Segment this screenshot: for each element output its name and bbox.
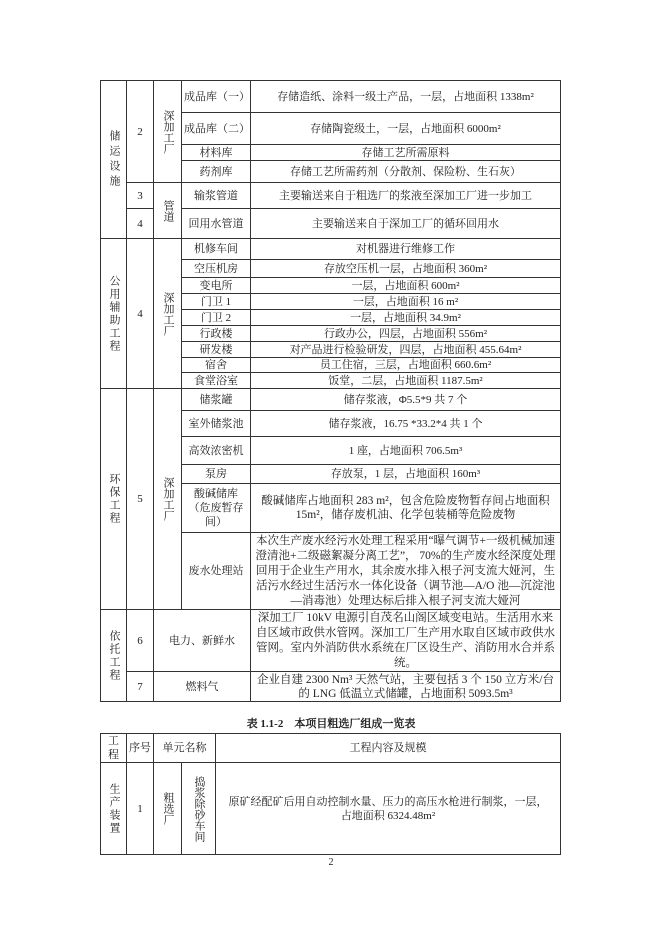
content-cell: 行政办公，四层，占地面积 556m² xyxy=(251,326,561,342)
table-row xyxy=(101,183,561,209)
seq-cell: 4 xyxy=(127,209,154,239)
content-cell: 员工住宿，三层，占地面积 660.6m² xyxy=(251,358,561,373)
unit-cell: 捣浆除砂车间 xyxy=(182,763,216,855)
unit-cell: 燃料气 xyxy=(154,672,251,702)
unit-cell: 成品库（二） xyxy=(182,113,251,145)
plant-cell: 深加工厂 xyxy=(154,81,182,183)
unit-cell: 空压机房 xyxy=(182,260,251,278)
content-cell: 本次生产废水经污水处理工程采用“曝气调节+一级机械加速澄清池+二级磁絮凝分离工艺”， 70%的生产废水经深度处理回用于企业生产用水，其余废水排入根子河支流大娅河，生活污水经过生活污水一体化设备（调节池—A/O 池—沉淀池—消毒池）处理达标后排入根子河支流大娅河 xyxy=(251,533,561,610)
content-cell: 储存浆液，16.75 *33.2*4 共 1 个 xyxy=(251,411,561,437)
unit-cell: 泵房 xyxy=(182,465,251,484)
content-cell: 1 座，占地面积 706.5m³ xyxy=(251,437,561,465)
seq-cell: 5 xyxy=(127,389,154,610)
unit-cell: 宿舍 xyxy=(182,358,251,373)
table-row xyxy=(101,239,561,260)
content-cell: 一层，占地面积 34.9m² xyxy=(251,310,561,326)
content-cell: 存放空压机一层，占地面积 360m² xyxy=(251,260,561,278)
content-cell: 对产品进行检验研发，四层，占地面积 455.64m² xyxy=(251,342,561,358)
unit-cell: 酸碱储库（危废暂存间） xyxy=(182,484,251,533)
content-cell: 原矿经配矿后用自动控制水量、压力的高压水枪进行制浆，一层，占地面积 6324.48m² xyxy=(216,763,561,855)
category-cell: 生产装置 xyxy=(101,763,127,855)
seq-cell: 2 xyxy=(127,81,154,183)
seq-cell: 7 xyxy=(127,672,154,702)
plant-cell: 深加工厂 xyxy=(154,239,182,389)
seq-cell: 1 xyxy=(127,763,154,855)
unit-cell: 门卫 2 xyxy=(182,310,251,326)
table-caption: 表 1.1-2 本项目粗选厂组成一览表 xyxy=(246,718,416,730)
seq-cell: 3 xyxy=(127,183,154,209)
content-cell: 主要输送来自于粗选厂的浆液至深加工厂进一步加工 xyxy=(251,183,561,209)
unit-cell: 废水处理站 xyxy=(182,533,251,610)
unit-cell: 门卫 1 xyxy=(182,294,251,310)
plant-cell: 粗选厂 xyxy=(154,763,182,855)
category-cell: 依托工程 xyxy=(101,610,127,702)
content-cell: 存储工艺所需原料 xyxy=(251,145,561,161)
unit-cell: 高效浓密机 xyxy=(182,437,251,465)
table-row xyxy=(101,81,561,113)
table-row xyxy=(101,672,561,702)
content-cell: 一层，占地面积 16 m² xyxy=(251,294,561,310)
content-cell: 酸碱储库占地面积 283 m²，包含危险废物暂存间占地面积 15m²，储存废机油、化学包装桶等危险废物 xyxy=(251,484,561,533)
header-cell: 单元名称 xyxy=(154,734,216,763)
unit-cell: 行政楼 xyxy=(182,326,251,342)
header-cell: 序号 xyxy=(127,734,154,763)
content-cell: 饭堂，二层，占地面积 1187.5m² xyxy=(251,373,561,389)
seq-cell: 4 xyxy=(127,239,154,389)
content-cell: 深加工厂 10kV 电源引自茂名山阁区域变电站。生活用水来自区域市政供水管网。深加工厂生产用水取自区域市政供水管网。室内外消防供水系统在厂区设生产、消防用水合并系统。 xyxy=(251,610,561,672)
content-cell: 主要输送来自于深加工厂的循环回用水 xyxy=(251,209,561,239)
plant-cell: 管道 xyxy=(154,183,182,239)
unit-cell: 机修车间 xyxy=(182,239,251,260)
unit-cell: 回用水管道 xyxy=(182,209,251,239)
category-cell: 储运设施 xyxy=(101,81,127,239)
page-number: 2 xyxy=(328,857,334,868)
unit-cell: 成品库（一） xyxy=(182,81,251,113)
seq-cell: 6 xyxy=(127,610,154,672)
category-cell: 环保工程 xyxy=(101,389,127,610)
header-cell: 工程 xyxy=(101,734,127,763)
content-cell: 企业自建 2300 Nm³ 天然气站，主要包括 3 个 150 立方米/台的 LNG 低温立式储罐，占地面积 5093.5m³ xyxy=(251,672,561,702)
content-cell: 存储工艺所需药剂（分散剂、保险粉、生石灰） xyxy=(251,161,561,183)
header-cell: 工程内容及规模 xyxy=(216,734,561,763)
content-cell: 存放泵，1 层，占地面积 160m³ xyxy=(251,465,561,484)
content-cell: 一层，占地面积 600m² xyxy=(251,278,561,294)
unit-cell: 药剂库 xyxy=(182,161,251,183)
table-row xyxy=(101,610,561,672)
unit-cell: 研发楼 xyxy=(182,342,251,358)
unit-cell: 电力、新鲜水 xyxy=(154,610,251,672)
table-row xyxy=(101,763,561,855)
category-cell: 公用辅助工程 xyxy=(101,239,127,389)
table-header-row xyxy=(101,734,561,763)
roughing-plant-table xyxy=(100,733,561,855)
content-cell: 储存浆液，Φ5.5*9 共 7 个 xyxy=(251,389,561,411)
table-row xyxy=(101,389,561,411)
content-cell: 对机器进行维修工作 xyxy=(251,239,561,260)
unit-cell: 输浆管道 xyxy=(182,183,251,209)
unit-cell: 储浆罐 xyxy=(182,389,251,411)
project-composition-table xyxy=(100,80,561,702)
unit-cell: 材料库 xyxy=(182,145,251,161)
content-cell: 存储造纸、涂料一级土产品，一层，占地面积 1338m² xyxy=(251,81,561,113)
unit-cell: 食堂浴室 xyxy=(182,373,251,389)
plant-cell: 深加工厂 xyxy=(154,389,182,610)
content-cell: 存储陶瓷级土，一层，占地面积 6000m² xyxy=(251,113,561,145)
unit-cell: 变电所 xyxy=(182,278,251,294)
unit-cell: 室外储浆池 xyxy=(182,411,251,437)
